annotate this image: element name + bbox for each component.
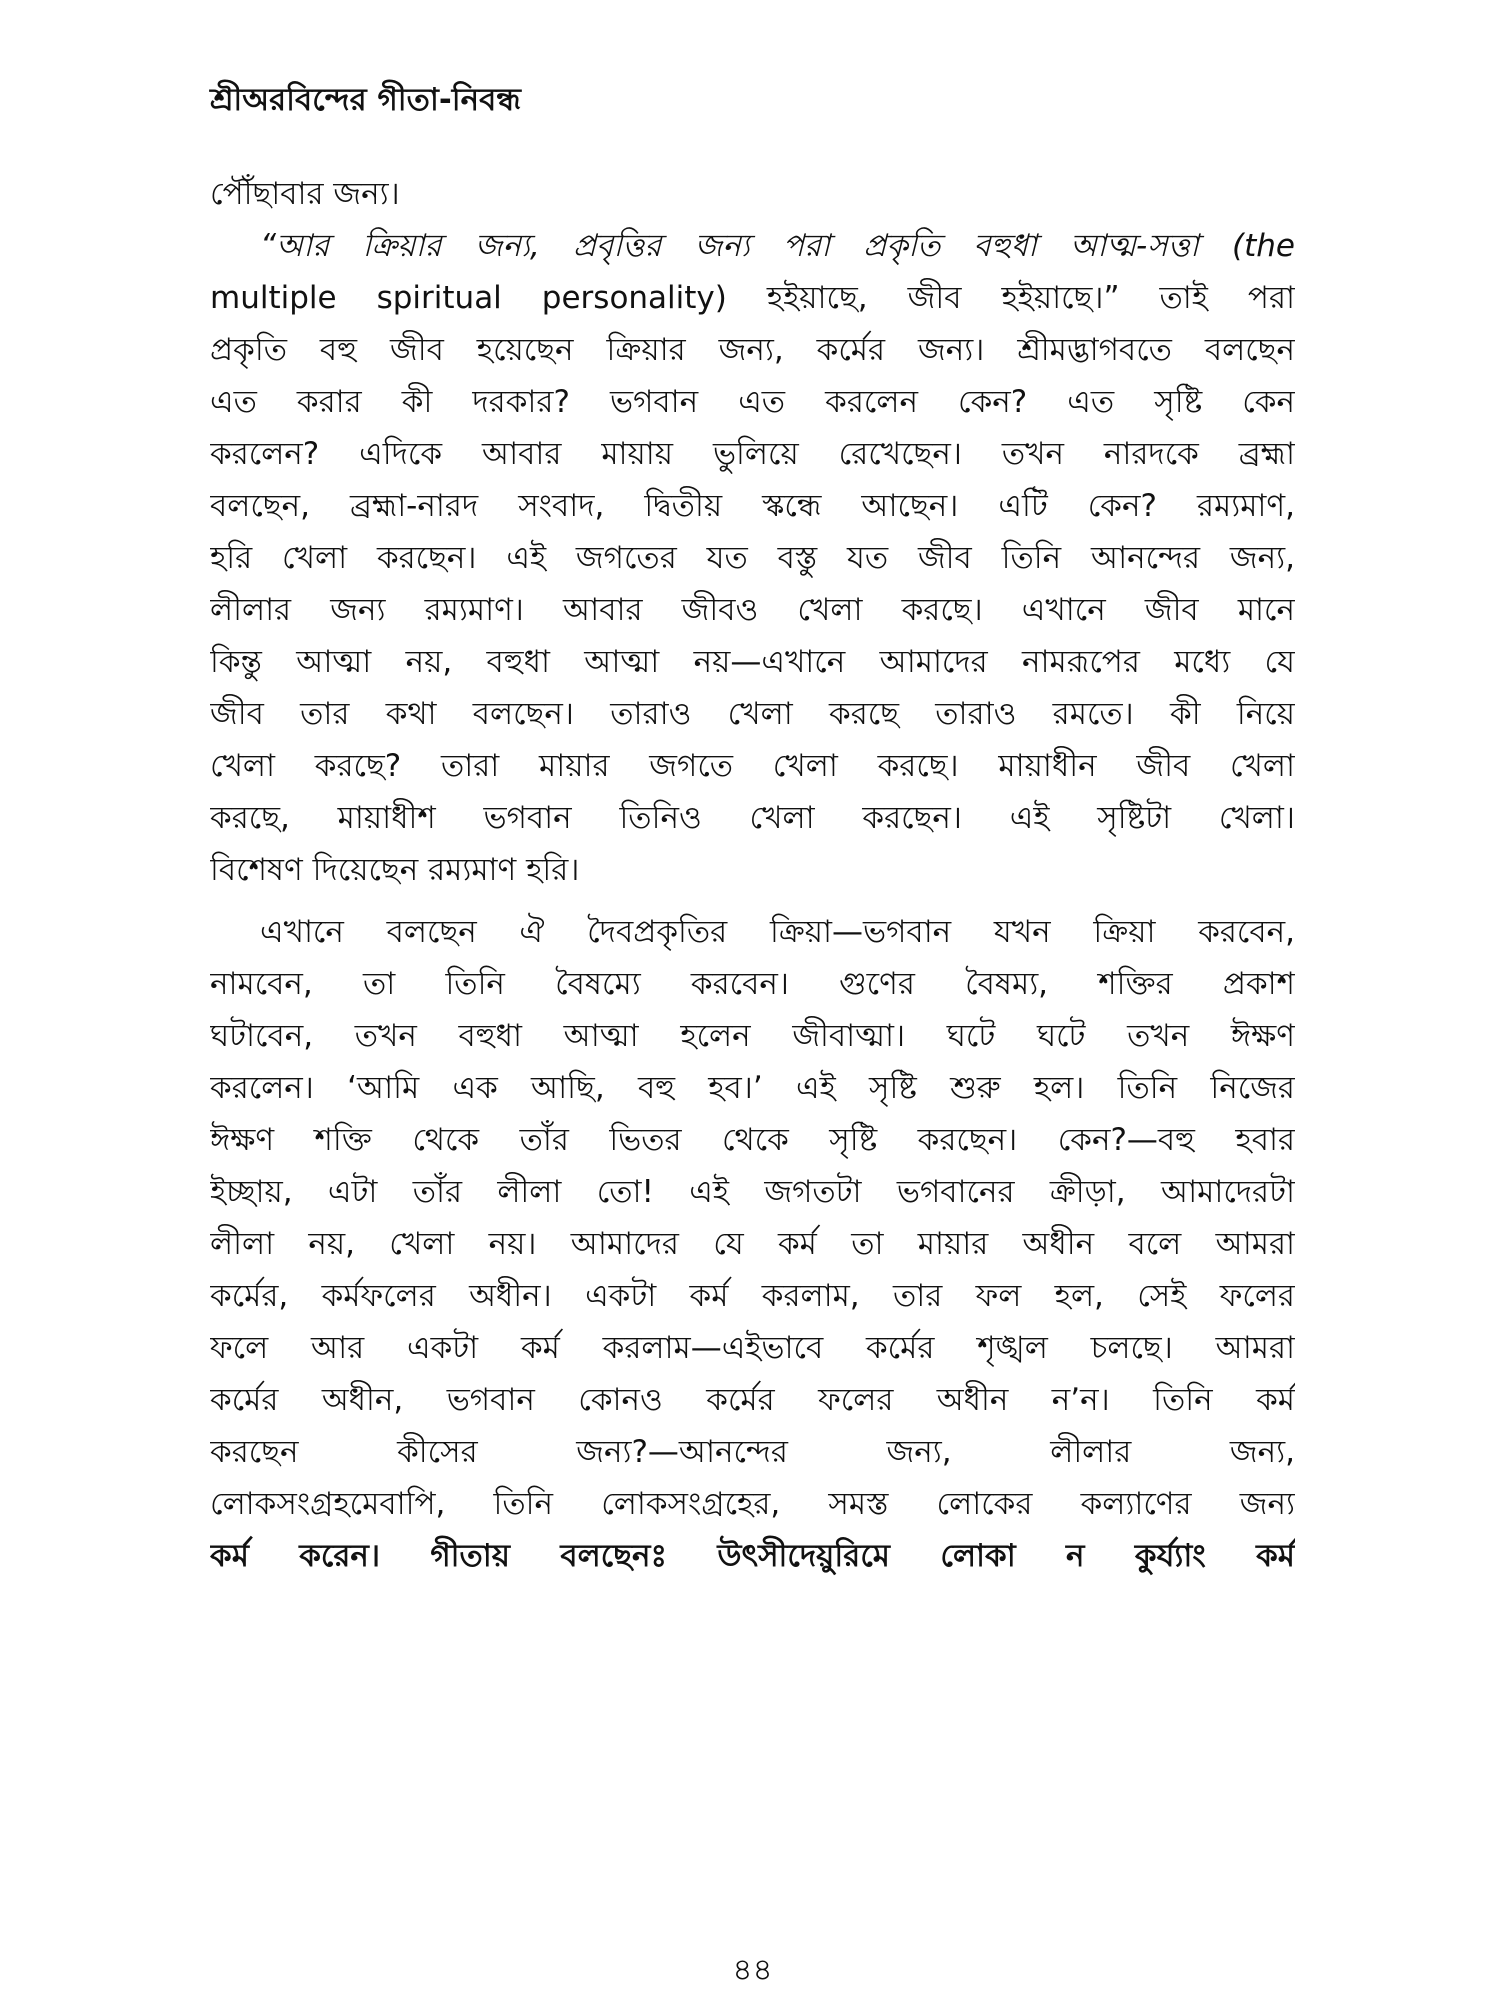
text-line: ঘটাবেন, তখন বহুধা আত্মা হলেন জীবাত্মা। ঘটে ঘটে তখন ঈক্ষণ	[210, 1018, 1295, 1054]
text-line: কিন্তু আত্মা নয়, বহুধা আত্মা নয়—এখানে আমাদের নামরূপের মধ্যে যে	[210, 644, 1295, 680]
text-line: প্রকৃতি বহু জীব হয়েছেন ক্রিয়ার জন্য, কর্মের জন্য। শ্রীমদ্ভাগবতে বলছেন	[210, 332, 1295, 368]
paragraph-gap	[210, 896, 1295, 906]
text-line: জীব তার কথা বলছেন। তারাও খেলা করছে তারাও রমতে। কী নিয়ে	[210, 696, 1295, 732]
text-line: হরি খেলা করছেন। এই জগতের যত বস্তু যত জীব তিনি আনন্দের জন্য,	[210, 540, 1295, 576]
text-line: কর্মের অধীন, ভগবান কোনও কর্মের ফলের অধীন ন’ন। তিনি কর্ম	[210, 1382, 1295, 1418]
book-page	[210, 80, 1295, 1988]
paragraph	[210, 906, 1295, 1582]
running-title: শ্রীঅরবিন্দের গীতা-নিবন্ধ	[210, 82, 521, 118]
text-line: লীলা নয়, খেলা নয়। আমাদের যে কর্ম তা মায়ার অধীন বলে আমরা	[210, 1226, 1295, 1262]
text-line: নামবেন, তা তিনি বৈষম্যে করবেন। গুণের বৈষম্য, শক্তির প্রকাশ	[210, 966, 1295, 1002]
text-line: খেলা করছে? তারা মায়ার জগতে খেলা করছে। মায়াধীন জীব খেলা	[210, 748, 1295, 784]
text-line: এত করার কী দরকার? ভগবান এত করলেন কেন? এত সৃষ্টি কেন	[210, 384, 1295, 420]
text-line: বিশেষণ দিয়েছেন রম্যমাণ হরি।	[210, 852, 580, 888]
text-line: লীলার জন্য রম্যমাণ। আবার জীবও খেলা করছে। এখানে জীব মানে	[210, 592, 1295, 628]
text-line: করছেন কীসের জন্য?—আনন্দের জন্য, লীলার জন্য,	[210, 1434, 1295, 1470]
page-number: ৪৪	[732, 1952, 773, 1988]
text-line: কর্মের, কর্মফলের অধীন। একটা কর্ম করলাম, তার ফল হল, সেই ফলের	[210, 1278, 1295, 1314]
text-line: পৌঁছাবার জন্য।	[210, 176, 400, 212]
text-line: এখানে বলছেন ঐ দৈবপ্রকৃতির ক্রিয়া—ভগবান যখন ক্রিয়া করবেন,	[260, 914, 1295, 950]
paragraph	[210, 220, 1295, 896]
text-line: করলেন? এদিকে আবার মায়ায় ভুলিয়ে রেখেছেন। তখন নারদকে ব্রহ্মা	[210, 436, 1295, 472]
text-line: লোকসংগ্রহমেবাপি, তিনি লোকসংগ্রহের, সমস্ত লোকের কল্যাণের জন্য	[210, 1486, 1295, 1522]
text-line: কর্ম করেন। গীতায় বলছেনঃ উৎসীদেয়ুরিমে লোকা ন কুর্য্যাং কর্ম	[210, 1538, 1295, 1574]
text-line: বলছেন, ব্রহ্মা-নারদ সংবাদ, দ্বিতীয় স্কন্ধে আছেন। এটি কেন? রম্যমাণ,	[210, 488, 1295, 524]
body-text	[210, 168, 1295, 1582]
text-line: করলেন। ‘আমি এক আছি, বহু হব।’ এই সৃষ্টি শুরু হল। তিনি নিজের	[210, 1070, 1295, 1106]
quote-line: multiple spiritual personality) হইয়াছে, জীব হইয়াছে।” তাই পরা	[210, 280, 1295, 316]
text-line: ইচ্ছায়, এটা তাঁর লীলা তো! এই জগতটা ভগবানের ক্রীড়া, আমাদেরটা	[210, 1174, 1295, 1210]
paragraph	[210, 168, 1295, 220]
text-line: করছে, মায়াধীশ ভগবান তিনিও খেলা করছেন। এই সৃষ্টিটা খেলা।	[210, 800, 1295, 836]
text-line: ঈক্ষণ শক্তি থেকে তাঁর ভিতর থেকে সৃষ্টি করছেন। কেন?—বহু হবার	[210, 1122, 1295, 1158]
quote-line: “আর ক্রিয়ার জন্য, প্রবৃত্তির জন্য পরা প্রকৃতি বহুধা আত্ম-সত্তা (the	[260, 228, 1295, 264]
text-line: ফলে আর একটা কর্ম করলাম—এইভাবে কর্মের শৃঙ্খল চলছে। আমরা	[210, 1330, 1295, 1366]
